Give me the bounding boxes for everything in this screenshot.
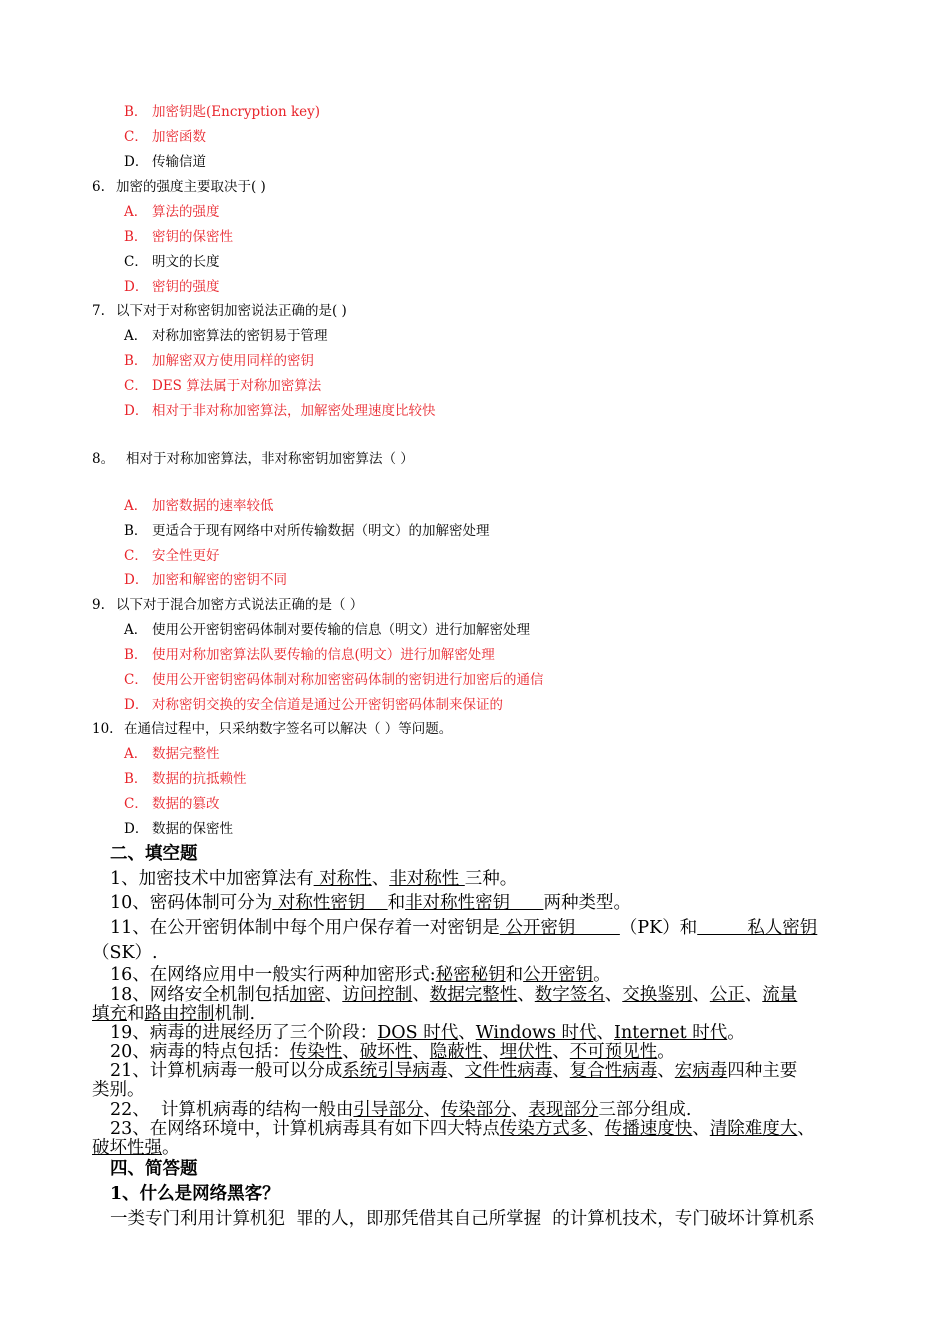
q10-option-b: B． 数据的抗抵赖性 [124, 771, 247, 787]
q7-option-b: B． 加解密双方使用同样的密钥 [124, 353, 314, 369]
q6-option-c: C． 明文的长度 [124, 254, 220, 270]
fill-21-line2: 类别。 [92, 1080, 145, 1100]
fill-16: 16、在网络应用中一般实行两种加密形式:秘密秘钥和公开密钥。 [110, 965, 611, 985]
q7-option-d: D． 相对于非对称加密算法，加解密处理速度比较快 [124, 403, 436, 419]
q9-option-c: C． 使用公开密钥密码体制对称加密密码体制的密钥进行加密后的通信 [124, 672, 544, 688]
q10-option-a: A． 数据完整性 [124, 746, 220, 762]
fill-19: 19、病毒的进展经历了三个阶段：DOS 时代、Windows 时代、Internet 时代。 [110, 1023, 745, 1043]
q7-stem: 7. 以下对于对称密钥加密说法正确的是( ) [92, 303, 347, 319]
section-short-answer-title: 四、简答题 [110, 1159, 198, 1179]
q5-option-d: D． 传输信道 [124, 154, 206, 170]
fill-1: 1、加密技术中加密算法有 对称性、非对称性 三种。 [110, 869, 518, 889]
q9-option-b: B． 使用对称加密算法队要传输的信息(明文）进行加解密处理 [124, 647, 495, 663]
q6-option-d: D． 密钥的强度 [124, 279, 220, 295]
qa1-title: 1、什么是网络黑客？ [110, 1184, 280, 1204]
q5-option-b: B． 加密钥匙(Encryption key) [124, 104, 321, 120]
fill-11-line2: （SK）. [92, 943, 158, 963]
qa1-text: 一类专门利用计算机犯 罪的人，即那凭借其自己所掌握 的计算机技术，专门破坏计算机系 [110, 1209, 815, 1229]
q7-option-a: A． 对称加密算法的密钥易于管理 [124, 328, 328, 344]
q6-option-b: B． 密钥的保密性 [124, 229, 233, 245]
fill-23: 23、在网络环境中，计算机病毒具有如下四大特点传染方式多、传播速度快、清除难度大、 [110, 1119, 815, 1139]
q6-option-a: A． 算法的强度 [124, 204, 220, 220]
fill-18-line2: 填充和路由控制机制. [92, 1004, 256, 1024]
q9-option-d: D． 对称密钥交换的安全信道是通过公开密钥密码体制来保证的 [124, 697, 503, 713]
fill-10: 10、密码体制可分为 对称性密钥 和非对称性密钥 两种类型。 [110, 893, 631, 913]
q10-option-c: C． 数据的篡改 [124, 796, 220, 812]
q9-option-a: A． 使用公开密钥密码体制对要传输的信息（明文）进行加解密处理 [124, 622, 530, 638]
q8-option-d: D． 加密和解密的密钥不同 [124, 572, 287, 588]
q6-stem: 6. 加密的强度主要取决于( ) [92, 179, 266, 195]
q10-stem: 10. 在通信过程中，只采纳数字签名可以解决（ ）等问题。 [92, 721, 453, 737]
q8-option-a: A． 加密数据的速率较低 [124, 498, 274, 514]
q8-option-c: C． 安全性更好 [124, 548, 220, 564]
fill-20: 20、病毒的特点包括：传染性、破坏性、隐蔽性、埋伏性、不可预见性。 [110, 1042, 675, 1062]
q7-option-c: C． DES 算法属于对称加密算法 [124, 378, 322, 394]
q9-stem: 9. 以下对于混合加密方式说法正确的是（ ） [92, 597, 364, 613]
fill-21: 21、计算机病毒一般可以分成系统引导病毒、文件性病毒、复合性病毒、宏病毒四种主要 [110, 1061, 798, 1081]
fill-18: 18、网络安全机制包括加密、访问控制、数据完整性、数字签名、交换鉴别、公正、流量 [110, 985, 798, 1005]
q10-option-d: D． 数据的保密性 [124, 821, 233, 837]
q8-stem: 8。 相对于对称加密算法，非对称密钥加密算法（ ） [92, 451, 414, 467]
section-fill-blank-title: 二、填空题 [110, 844, 198, 864]
fill-23-line2: 破坏性强。 [92, 1138, 180, 1158]
q8-option-b: B． 更适合于现有网络中对所传输数据（明文）的加解密处理 [124, 523, 490, 539]
fill-22: 22、 计算机病毒的结构一般由引导部分、传染部分、表现部分三部分组成. [110, 1100, 692, 1120]
q5-option-c: C． 加密函数 [124, 129, 206, 145]
fill-11: 11、在公开密钥体制中每个用户保存着一对密钥是 公开密钥 （PK）和 私人密钥 [110, 918, 818, 938]
